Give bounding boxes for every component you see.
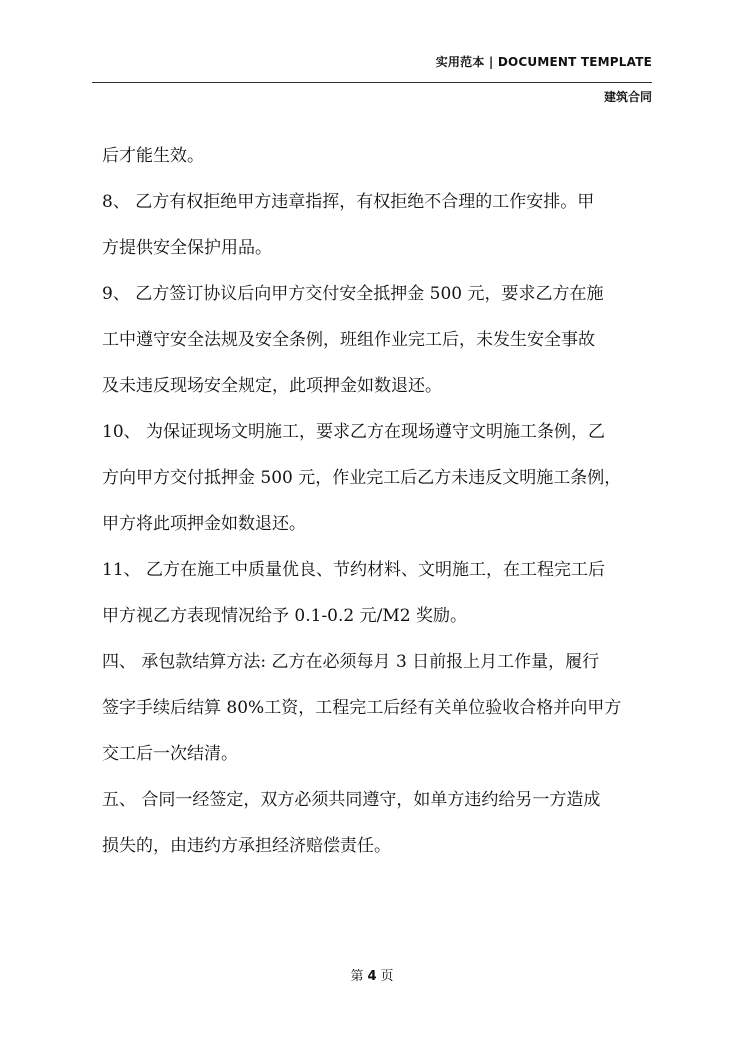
body-line: 工中遵守安全法规及安全条例，班组作业完工后，未发生安全事故 (102, 330, 595, 350)
document-body (102, 140, 654, 876)
body-line: 9、 乙方签订协议后向甲方交付安全抵押金 500 元，要求乙方在施 (102, 284, 604, 304)
body-line: 交工后一次结清。 (102, 744, 238, 764)
body-line: 11、 乙方在施工中质量优良、节约材料、文明施工，在工程完工后 (102, 560, 606, 580)
footer-suffix: 页 (380, 969, 394, 984)
header-subtitle: 建筑合同 (603, 90, 652, 104)
body-line: 四、 承包款结算方法: 乙方在必须每月 3 日前报上月工作量，履行 (102, 652, 600, 672)
body-line: 10、 为保证现场文明施工，要求乙方在现场遵守文明施工条例，乙 (102, 422, 606, 442)
body-line: 签字手续后结算 80%工资，工程完工后经有关单位验收合格并向甲方 (102, 698, 622, 718)
body-line: 五、 合同一经签定，双方必须共同遵守，如单方违约给另一方造成 (102, 790, 601, 810)
body-line: 损失的，由违约方承担经济赔偿责任。 (102, 836, 391, 856)
body-line: 方向甲方交付抵押金 500 元，作业完工后乙方未违反文明施工条例， (102, 468, 622, 488)
body-line: 甲方将此项押金如数退还。 (102, 514, 306, 534)
body-line: 后才能生效。 (102, 146, 204, 166)
page-number: 4 (367, 969, 377, 984)
body-line: 8、 乙方有权拒绝甲方违章指挥，有权拒绝不合理的工作安排。甲 (102, 192, 595, 212)
header-title: 实用范本 | DOCUMENT TEMPLATE (435, 55, 652, 69)
body-line: 方提供安全保护用品。 (102, 238, 272, 258)
body-line: 甲方视乙方表现情况给予 0.1-0.2 元/M2 奖励。 (102, 606, 467, 626)
header-divider (92, 82, 652, 83)
footer-prefix: 第 (350, 969, 364, 984)
body-line: 及未违反现场安全规定，此项押金如数退还。 (102, 376, 442, 396)
page-footer (0, 965, 744, 984)
